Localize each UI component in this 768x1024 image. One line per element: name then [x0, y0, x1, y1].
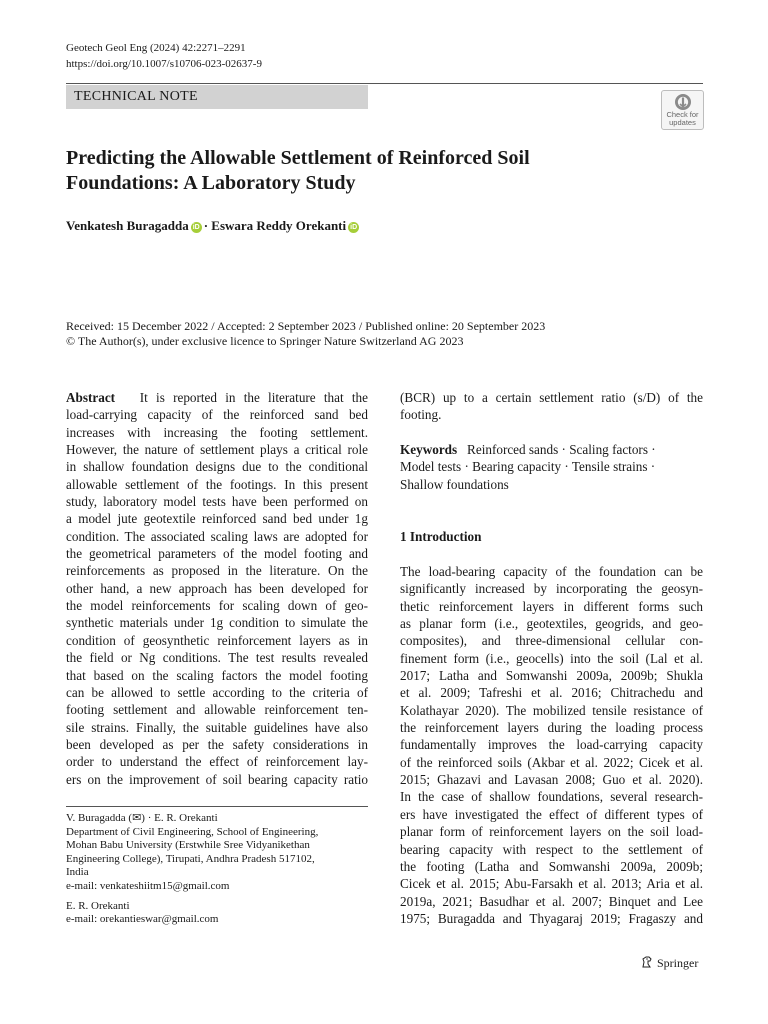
- abstract-line: order to understand the effect of reinforcement lay-: [66, 754, 368, 770]
- author-separator: ·: [203, 218, 209, 233]
- abstract-line: the model reinforcements for scaling down of geo-: [66, 598, 368, 614]
- intro-line: the footing (Latha and Somwanshi 2009a, 2009b;: [400, 858, 703, 874]
- intro-line: ers have investigated the effect of different types of: [400, 806, 703, 822]
- abstract-line: (BCR) up to a certain settlement ratio (s/D) of the: [400, 390, 703, 405]
- title-line: Foundations: A Laboratory Study: [66, 172, 356, 194]
- intro-line: fundamentally improves the load-carrying capacity: [400, 737, 703, 753]
- intro-line: of the reinforced soils (Akbar et al. 2022; Cicek et al.: [400, 754, 703, 770]
- abstract-line: been developed as per the safety considerations in: [66, 736, 368, 752]
- intro-line: the reinforcement layers during the loading process: [400, 720, 703, 736]
- abstract-line: condition. The associated scaling laws are adopted for: [66, 528, 368, 544]
- intro-line: Cicek et al. 2015; Abu-Farsakh et al. 2013; Aria et al.: [400, 876, 703, 892]
- abstract-line: sile strains. Finally, the suitable guidelines have also: [66, 719, 368, 735]
- check-updates-line-1: Check for: [666, 110, 699, 119]
- author-affiliations: [66, 812, 368, 927]
- intro-line: In the case of shallow foundations, several research-: [400, 789, 703, 805]
- abstract-line: the field or Ng conditions. The test results revealed: [66, 650, 368, 666]
- article-type-label: TECHNICAL NOTE: [66, 85, 368, 109]
- header-rule: [66, 83, 703, 84]
- publisher-name: Springer: [657, 956, 699, 970]
- abstract-line: Abstract It is reported in the literature that the: [66, 390, 368, 405]
- abstract-line: in shallow foundation designs due to the conditional: [66, 459, 368, 475]
- abstract-line: reinforcements as proposed in the literature. On the: [66, 563, 368, 579]
- abstract-line: a model jute geotextile reinforced sand bed under 1g: [66, 511, 368, 527]
- publication-dates: [66, 319, 545, 348]
- abstract: [66, 389, 368, 788]
- doi-link[interactable]: https://doi.org/10.1007/s10706-023-02637-9: [66, 58, 262, 70]
- check-updates-icon: [674, 93, 692, 111]
- orcid-icon[interactable]: iD: [192, 224, 200, 231]
- email-link[interactable]: e-mail: orekantieswar@gmail.com: [66, 913, 219, 926]
- history-dates: Received: 15 December 2022 / Accepted: 2 September 2023 / Published online: 20 September 2023: [66, 319, 546, 333]
- abstract-continued: [400, 389, 703, 424]
- intro-line: Kolathayar 2020). The mobilized tensile resistance of: [400, 702, 703, 718]
- abstract-line: allowable settlement of the footings. In this present: [66, 476, 368, 492]
- abstract-line: study, laboratory model tests have been performed on: [66, 494, 368, 510]
- intro-line: thetic reinforcement layers in different forms such: [400, 598, 703, 614]
- abstract-line: that based on the scaling factors the model footing: [66, 667, 368, 683]
- copyright-line: © The Author(s), under exclusive licence to Springer Nature Switzerland AG 2023: [66, 333, 464, 348]
- author-name[interactable]: Eswara Reddy Orekanti: [211, 218, 347, 233]
- intro-line: The load-bearing capacity of the foundation can be: [400, 564, 703, 579]
- title-line: Predicting the Allowable Settlement of Reinforced Soil: [66, 147, 530, 169]
- intro-line: bearing capacity with respect to the settlement of: [400, 841, 703, 857]
- paper-title: [66, 146, 666, 196]
- affiliation-dept-line: Department of Civil Engineering, School of Engineering,: [66, 825, 319, 838]
- section-heading-introduction: 1 Introduction: [400, 529, 482, 544]
- keywords-line: Shallow foundations: [400, 476, 509, 492]
- affiliation-dept-line: India: [66, 866, 89, 879]
- author-list: [66, 218, 361, 234]
- affiliation-names: V. Buragadda (✉) · E. R. Orekanti: [66, 812, 218, 824]
- affiliation-dept-line: Engineering College), Tirupati, Andhra Pradesh 517102,: [66, 852, 315, 865]
- orcid-icon[interactable]: iD: [350, 224, 358, 231]
- intro-line: 2017; Latha and Somwanshi 2009a, 2009b; Shukla: [400, 668, 703, 684]
- check-updates-line-2: updates: [669, 118, 696, 127]
- intro-line: 2019a, 2021; Basudhar et al. 2007; Binquet and Lee: [400, 893, 703, 909]
- intro-line: composites), and three-dimensional cellular con-: [400, 633, 703, 649]
- keywords: [400, 441, 703, 493]
- abstract-line: footing.: [400, 407, 442, 423]
- introduction-body: [400, 563, 703, 927]
- abstract-line: the geometrical parameters of the model footing and: [66, 546, 368, 562]
- abstract-line: However, the nature of settlement plays a critical role: [66, 442, 368, 458]
- springer-footer: [640, 955, 698, 971]
- keywords-line: Reinforced sands · Scaling factors ·: [467, 442, 656, 457]
- footnote-rule: [66, 806, 368, 807]
- intro-line: 2015; Ghazavi and Lavasan 2008; Guo et al. 2020).: [400, 772, 703, 788]
- abstract-line: footing settlement and allowable reinforcement ten-: [66, 702, 368, 718]
- springer-horse-icon: [640, 955, 654, 969]
- intro-line: as planar form (i.e., geotextiles, geogrids, and geo-: [400, 616, 703, 632]
- intro-line: planar form of reinforcement layers on the soil load-: [400, 824, 703, 840]
- email-link[interactable]: e-mail: venkateshiitm15@gmail.com: [66, 879, 230, 892]
- affiliation-dept-line: Mohan Babu University (Erstwhile Sree Vidyanikethan: [66, 839, 310, 852]
- intro-line: finement form (i.e., geocells) into the soil (Lal et al.: [400, 650, 703, 666]
- intro-line: significantly increased by incorporating the geosyn-: [400, 581, 703, 597]
- author-name[interactable]: Venkatesh Buragadda: [66, 218, 189, 233]
- keywords-line: Model tests · Bearing capacity · Tensile strains ·: [400, 459, 656, 475]
- journal-citation: Geotech Geol Eng (2024) 42:2271–2291: [66, 42, 246, 54]
- abstract-line: ers on the improvement of soil bearing capacity ratio: [66, 771, 368, 787]
- keywords-label: Keywords: [400, 442, 458, 457]
- affiliation-name: E. R. Orekanti: [66, 899, 130, 912]
- abstract-line: condition of geosynthetic reinforcement layers as in: [66, 632, 368, 648]
- abstract-line: increases with increasing the footing settlement.: [66, 424, 368, 440]
- abstract-line: load-carrying capacity of the reinforced sand bed: [66, 407, 368, 423]
- abstract-line: can be allowed to settle according to the criteria of: [66, 684, 368, 700]
- intro-line: et al. 2009; Tafreshi et al. 2016; Chitrachedu and: [400, 685, 703, 701]
- abstract-line: other hand, a new approach has been developed for: [66, 580, 368, 596]
- abstract-line: synthetic materials under 1g condition to simulate the: [66, 615, 368, 631]
- abstract-label: Abstract: [66, 390, 116, 405]
- check-for-updates-badge[interactable]: [661, 90, 704, 130]
- intro-line: 1975; Buragadda and Thyagaraj 2019; Fragaszy and: [400, 910, 703, 926]
